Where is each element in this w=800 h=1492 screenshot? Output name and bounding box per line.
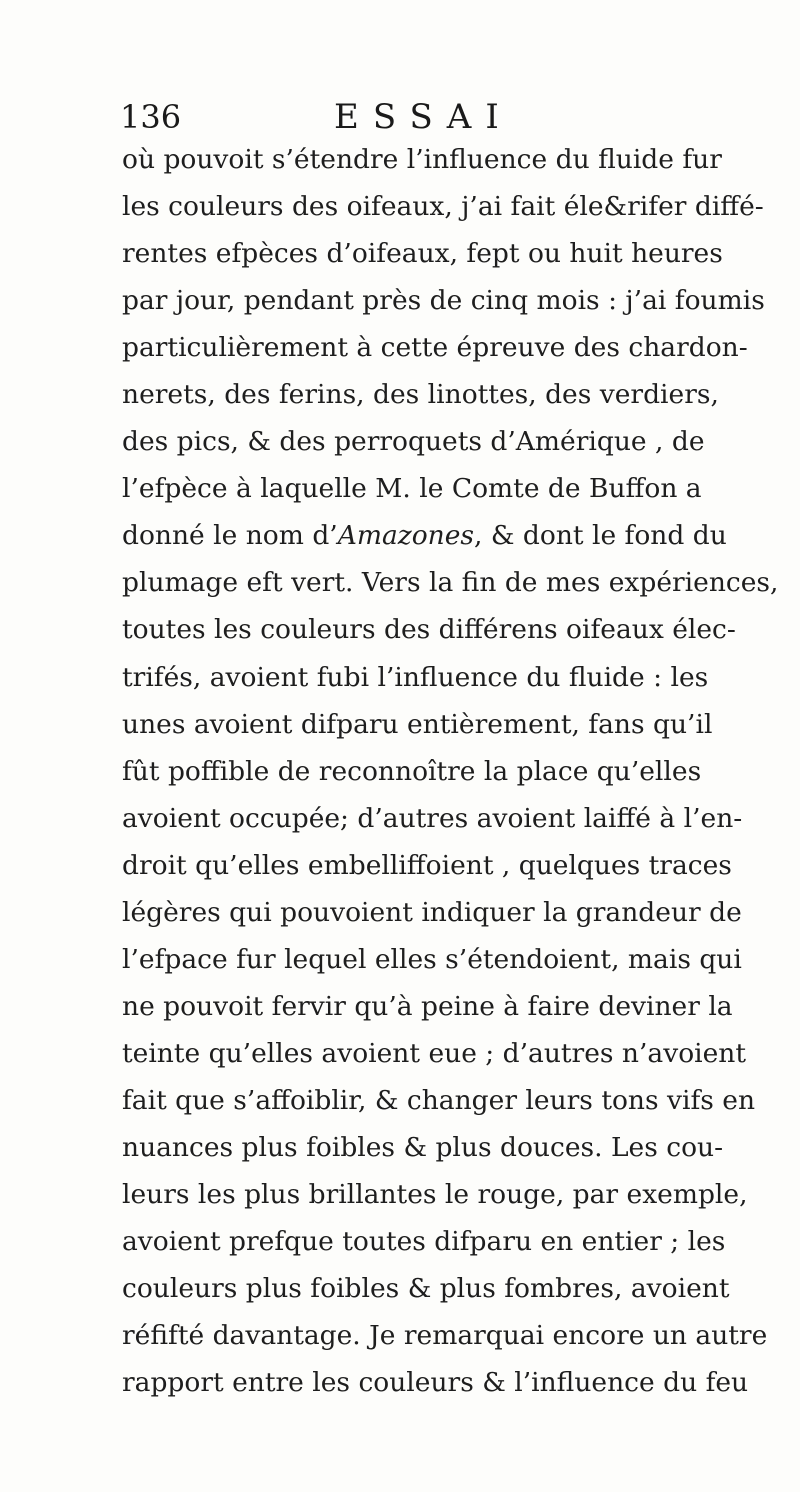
text-line: rapport entre les couleurs & l’influence du feu (122, 1367, 749, 1399)
text-line: nerets, des ferins, des linottes, des verdiers, (122, 379, 719, 411)
text-line: unes avoient difparu entièrement, fans qu’il (122, 708, 713, 740)
text-segment: , & dont le fond du (474, 520, 727, 552)
text-segment: donné le nom d’ (122, 520, 338, 552)
italic-term: Amazones (337, 520, 475, 552)
page-header (120, 92, 680, 142)
text-line: nuances plus foibles & plus douces. Les cou- (122, 1131, 724, 1163)
text-line: particulièrement à cette épreuve des chardon- (122, 332, 748, 364)
text-line: les couleurs des oifeaux, j’ai fait éle&rifer diffé- (122, 191, 764, 223)
text-line (122, 512, 727, 559)
text-line: fait que s’affoiblir, & changer leurs tons vifs en (122, 1084, 756, 1116)
text-line: l’efpace fur lequel elles s’étendoient, mais qui (122, 943, 742, 975)
text-line: teinte qu’elles avoient eue ; d’autres n’avoient (122, 1037, 747, 1069)
running-title: ESSAI (334, 97, 513, 137)
text-line: fût poffible de reconnoître la place qu’elles (122, 755, 702, 787)
text-line: où pouvoit s’étendre l’influence du fluide fur (122, 144, 722, 175)
body-text (122, 136, 779, 1406)
text-line: ne pouvoit fervir qu’à peine à faire deviner la (122, 990, 733, 1022)
text-line: couleurs plus foibles & plus fombres, avoient (122, 1273, 730, 1305)
text-line: avoient occupée; d’autres avoient laiffé à l’en- (122, 802, 743, 834)
text-line: trifés, avoient fubi l’influence du fluide : les (122, 661, 709, 693)
text-line: avoient prefque toutes difparu en entier ; les (122, 1226, 726, 1258)
text-line: leurs les plus brillantes le rouge, par exemple, (122, 1179, 748, 1211)
text-line: rentes efpèces d’oifeaux, fept ou huit heures (122, 238, 723, 270)
text-line: droit qu’elles embelliffoient , quelques traces (122, 849, 732, 881)
text-line: réfifté davantage. Je remarquai encore un autre (122, 1320, 768, 1352)
text-line: l’efpèce à laquelle M. le Comte de Buffon a (122, 473, 702, 505)
text-line: légères qui pouvoient indiquer la grandeur de (122, 896, 742, 928)
text-line: des pics, & des perroquets d’Amérique , de (122, 426, 705, 458)
page-number: 136 (120, 98, 182, 136)
text-line: toutes les couleurs des différens oifeaux élec- (122, 614, 736, 646)
text-line: plumage eft vert. Vers la fin de mes expériences, (122, 567, 779, 599)
text-line: par jour, pendant près de cinq mois : j’ai foumis (122, 285, 765, 317)
